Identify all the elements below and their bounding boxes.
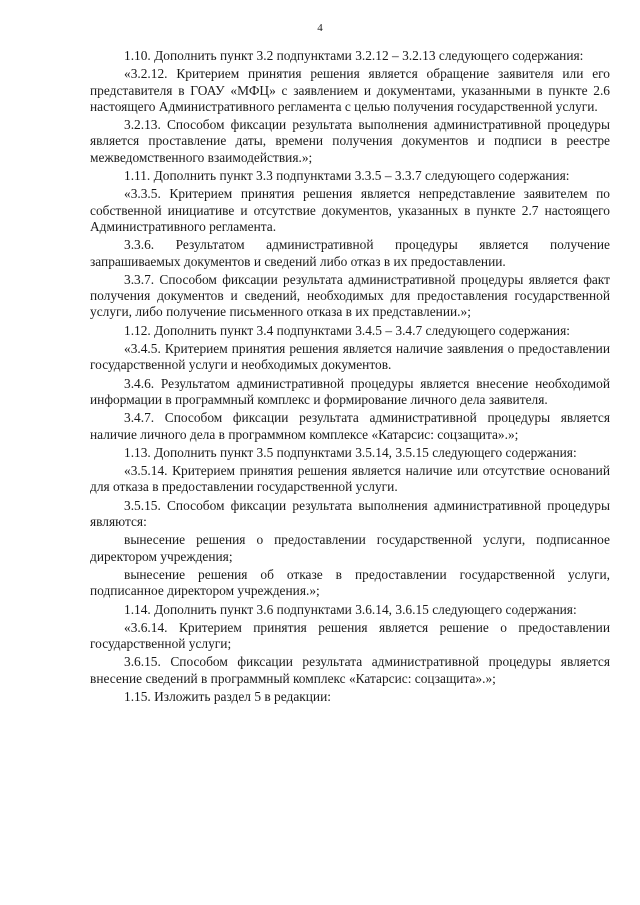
paragraph-3-4-7: 3.4.7. Способом фиксации результата административной процедуры является наличие личного дела в программном комплексе «Катарсис: соцзащита».»; xyxy=(90,410,610,442)
paragraph-1-11: 1.11. Дополнить пункт 3.3 подпунктами 3.3.5 – 3.3.7 следующего содержания: xyxy=(124,168,570,184)
paragraph-3-3-5: «3.3.5. Критерием принятия решения является непредставление заявителем по собственной инициативе и отсутствие документов, указанных в пункте 2.7 настоящего Административного регламента. xyxy=(90,186,610,234)
paragraph-3-5-14: «3.5.14. Критерием принятия решения является наличие или отсутствие оснований для отказа в предоставлении государственной услуги. xyxy=(90,463,610,495)
paragraph-1-12: 1.12. Дополнить пункт 3.4 подпунктами 3.4.5 – 3.4.7 следующего содержания: xyxy=(124,322,570,338)
paragraph-1-13: 1.13. Дополнить пункт 3.5 подпунктами 3.5.14, 3.5.15 следующего содержания: xyxy=(124,444,577,460)
paragraph-1-15: 1.15. Изложить раздел 5 в редакции: xyxy=(124,688,331,704)
paragraph-3-2-12: «3.2.12. Критерием принятия решения является обращение заявителя или его представителя в ГОАУ «МФЦ» с заявлением и документами, указанными в пункте 2.6 настоящего Административного регламента с целью получения государственной услуги. xyxy=(90,66,610,114)
paragraph-3-3-6: 3.3.6. Результатом административной процедуры является получение запрашиваемых документов и сведений либо отказ в их предоставлении. xyxy=(90,237,610,269)
paragraph-3-6-14: «3.6.14. Критерием принятия решения является решение о предоставлении государственной услуги; xyxy=(90,619,610,652)
paragraph-1-10: 1.10. Дополнить пункт 3.2 подпунктами 3.2.12 – 3.2.13 следующего содержания: xyxy=(124,48,584,63)
paragraph-3-5-15: 3.5.15. Способом фиксации результата выполнения административной процедуры являются: xyxy=(90,497,610,530)
document-body xyxy=(90,48,610,705)
paragraph-3-6-15: 3.6.15. Способом фиксации результата административной процедуры является внесение сведений в программный комплекс «Катарсис: соцзащита».»; xyxy=(90,654,610,686)
paragraph-3-4-6: 3.4.6. Результатом административной процедуры является внесение необходимой информации в программный комплекс и формирование личного дела заявителя. xyxy=(90,375,610,407)
paragraph-3-4-5: «3.4.5. Критерием принятия решения является наличие заявления о предоставлении государственной услуги и необходимых документов. xyxy=(90,341,610,373)
paragraph-decision-grant: вынесение решения о предоставлении государственной услуги, подписанное директором учреждения; xyxy=(90,532,610,564)
paragraph-decision-refusal: вынесение решения об отказе в предоставлении государственной услуги, подписанное директором учреждения.»; xyxy=(90,566,610,599)
paragraph-3-3-7: 3.3.7. Способом фиксации результата административной процедуры является факт получения документов и сведений, необходимых для предоставления государственной услуги, либо получение письменного отказа в их представлении.»; xyxy=(90,271,610,320)
paragraph-3-2-13: 3.2.13. Способом фиксации результата выполнения административной процедуры является проставление даты, времени получения документов и подписи в реестре межведомственного взаимодействия.»; xyxy=(90,117,610,165)
paragraph-1-14: 1.14. Дополнить пункт 3.6 подпунктами 3.6.14, 3.6.15 следующего содержания: xyxy=(124,601,577,617)
page-number: 4 xyxy=(317,22,323,34)
